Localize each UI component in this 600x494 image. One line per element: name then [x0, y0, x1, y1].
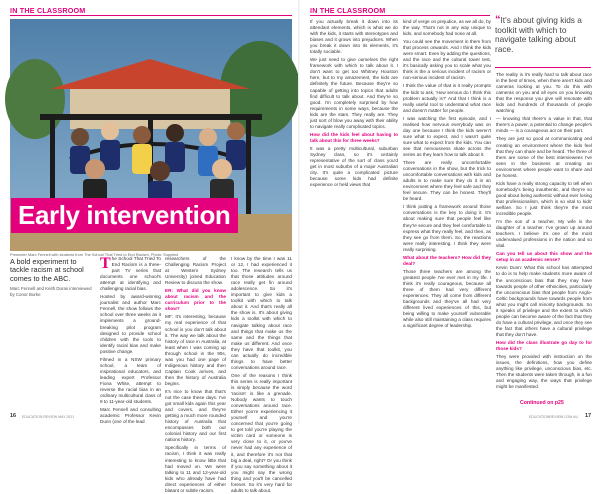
section-label-left: IN THE CLASSROOM: [10, 6, 86, 15]
paragraph-text: How did the class illustrate go day to for those kids?: [496, 339, 592, 352]
paragraph-text: I think putting a framework around those conversations is the key to doing it. It's about making sure that people feel like they're secure and they feel comfortable to express what they really feel, and then, as they see go from them. So, the reactions were really interesting. I think they were really surprising.: [403, 204, 491, 252]
article-paragraph: [496, 181, 592, 217]
paragraph-text: Kevin Dunn: What this school has attempted to do is to help make students more aware of the unconscious bias that they may have towards people of other ethnicities, particularly the unconscious bias that people from Anglo-Celtic backgrounds have towards people from what you might call minority backgrounds. So it speaks of privilege and the extent to which people can become aware of the fact that they do have a cultural privilege, and once they see the fact that others have a cultural privilege that they don't have.: [496, 265, 592, 337]
article-column-3: [231, 256, 292, 493]
article-paragraph: [403, 116, 491, 158]
paragraph-text: They were provided with instruction on the issues, the definitions, how you define anything like privilege, unconscious bias, etc. Then the students were taken through, in a fun and engaging way, the ways that privilege might be manifested.: [496, 354, 592, 390]
headline-box: [11, 198, 238, 233]
article-paragraph: [231, 373, 292, 494]
article-paragraph: [165, 314, 226, 387]
article-paragraph: [403, 160, 491, 202]
quote-mark-icon: “: [495, 14, 501, 26]
paragraph-text: Can you tell us about this show and the setup in an academic sense?: [496, 251, 592, 263]
article-paragraph: [100, 407, 161, 425]
paragraph-text: kind of verge on prejudice, as we all do, by the way. That's not in any way unique to kids, and somebody had none at all.: [403, 19, 491, 37]
article-column-6: [496, 72, 592, 400]
paragraph-text: ER: What did you know about racism and the curriculum prior to the show?: [165, 288, 226, 312]
paragraph-text: It was a pretty multicultural, suburban Sydney class, so it's certainly representative of the sort of class you'd get in most suburbs of a major Australian city. It's quite a complicated picture because some kids had definite experience or held views that: [310, 145, 398, 188]
interview-question: [496, 251, 592, 263]
headline: Early intervention: [18, 200, 231, 230]
article-paragraph: [496, 136, 592, 178]
pull-quote: [495, 16, 593, 54]
article-paragraph: [165, 389, 226, 443]
paragraph-text: You could see the movement in them from that process onwards. And I think the kids were smart. Even by adding the questions, and the race and the cultural tower test, it's basically asking you to scale what you think is the a serious incident of racism or non-serious incident of racism.: [403, 39, 491, 81]
header-rule-left: [10, 15, 292, 16]
article-column-1: [100, 255, 161, 425]
paragraph-text: They are just so good at communicating and creating an environment where the kids feel that they can share and be heard. The three of them are some of the best interviewees I've seen in the business at creating an environment where people want to share and be honest.: [496, 136, 592, 178]
paragraph-text: The reality is it's really hard to talk about race in the best of times, when there aren't kids and cameras looking at you. To do this with cameras on you and all eyes on you knowing that the response you give will resonate with kids and hundreds of thousands of people watching: [496, 72, 592, 114]
left-page: [0, 0, 300, 493]
paragraph-text: I'm the son of a teacher. My wife is the daughter of a teacher. I've grown up around teachers. I believe it's one of the most undervalued professions in the nation and so vital.: [496, 219, 592, 249]
paragraph-text: How did the kids feel about having to talk about this for three weeks?: [310, 131, 398, 143]
article-paragraph: [496, 354, 592, 390]
paragraph-text: I know by the time I was 11 or 12, I had experienced it too. The research tells us that those attitudes around race really get fin around adolescence. So it's important to give kids a toolkit with which to talk about it. And that's really all the show is. It's about giving kids a toolkit with which to navigate talking about race and things that make us the same and the things that make us different. And once they have that toolkit, you can actually do incredible things to have better conversations around race.: [231, 256, 292, 370]
continued-note: Continued on p25: [520, 400, 564, 406]
article-paragraph: [100, 357, 161, 405]
byline: Marc Fennell and Keith Duras interviewed by Conor Burke: [10, 286, 92, 297]
interview-question: [496, 340, 592, 352]
paragraph-text: MF: It's interesting, because my real experience of that school is you don't talk about it. The way we talk about the history of race in Australia, at least when I was coming up through school in the 90s, was you had one page of Indigenous history and then Captain Cook arrives, and then the history of Australia begins.: [165, 314, 226, 386]
interview-question: [310, 132, 398, 144]
photo-caption: Presenter Marc Fennell with students from The School That Tried to End Racism. Photo: Supplied: [10, 252, 179, 257]
article-paragraph: [165, 256, 226, 286]
article-paragraph: [403, 39, 491, 81]
article-paragraph: [100, 256, 161, 292]
paragraph-text: One of the reasons I think this series is really important is simply because the word 'racism' is like a grenade. Nobody wants to touch conversations around race. Either you're experiencing it yourself and you're concerned that you're going to get told you're playing the victim card or someone is very close to it, or you've never had any experience of it, and therefore it's not that big a deal, right? Or you think if you say something about it you might say the wrong thing and you'll be cancelled forever. So it's very hard for adults to talk about.: [231, 372, 292, 493]
article-paragraph: [496, 219, 592, 249]
paragraph-text: Filmed in a NSW primary school, a team of inspirational educators, and leading expert Professor Fiona White, attempt to reverse the racial bias in an ordinary multicultural class of 9 to 11-year-old students.: [100, 356, 161, 405]
paragraph-text: — knowing that there's a value in that, that there's a power, a potential to change people's minds — is a courageous act on their part.: [496, 116, 592, 134]
article-paragraph: [403, 204, 491, 252]
footer-right: EDUCATIONREVIEW.COM.AU: [529, 415, 578, 419]
paragraph-text: It's nice to know that that's not the case these days. I've got small kids again this year and covers, and they're getting a much more rounded history of Australia that encompasses both our colonial history and our first nations history.: [165, 388, 226, 443]
standfirst: A bold experiment to tackle racism at school comes to the ABC.: [10, 257, 84, 283]
article-paragraph: [496, 72, 592, 114]
article-column-5: [403, 19, 491, 411]
header-rule-right: [310, 15, 490, 16]
page-number-left: 16: [10, 413, 17, 419]
intro-block: [10, 258, 95, 297]
paragraph-text: he School That Tried To End Racism is a three-part TV series that documents one school's attempt at identifying and challenging racial bias.: [100, 256, 161, 292]
article-paragraph: [496, 116, 592, 134]
pull-quote-text: It's about giving kids a toolkit with which to navigate talking about race.: [495, 15, 582, 54]
footer-left: EDUCATION REVIEW MAY 2021: [22, 415, 75, 419]
paragraph-text: Hosted by award-winning journalist and author Marc Fennell, the show follows the school over three weeks as it implements a ground-breaking pilot program designed to provide school children with the tools to identify racial bias and make positive change.: [100, 294, 161, 354]
pull-quote-rule: [495, 67, 591, 68]
article-paragraph: [403, 269, 491, 329]
interview-question: [403, 255, 491, 267]
paragraph-text: We just need to give ourselves the right framework with which to talk about it. I don't want to get too Whitney Houston here, but to my amazement, the kids are definitely the future. Because they're so capable of getting into topics that adults find difficult to talk about. And they're so good. I'm completely surprised by how requirements in some ways, because the kids are the stars. They really are. They just sort of blow you away with their ability to navigate really complicated topics.: [310, 57, 398, 129]
paragraph-text: Marc Fennell and consulting academic Professor Kevin Dunn (one of the lead: [100, 407, 161, 425]
article-paragraph: [310, 19, 398, 55]
paragraph-text: Kids have a really strong capacity to tell when somebody's being inauthentic, and they're so good about being authentic without ever losing that professionalism, which is so vital to kids' welfare. So I just think they're the most incredible people.: [496, 180, 592, 217]
paragraph-text: I was watching the first episode, and I realised how nervous everybody was on day one because I think the kids weren't sure what to expect, and I wasn't quite sure what to expect from the kids. You can see that nervousness skate across the series as they learn how to talk about it.: [403, 115, 491, 157]
drop-cap: T: [100, 255, 111, 272]
paragraph-text: There are really uncomfortable conversations in the show, but the trick to uncomfortable conversations with kids and adults is to make sure they do it in an environment where they feel safe and they feel secure. They can be honest. They'll be heard.: [403, 160, 491, 202]
article-paragraph: [496, 265, 592, 338]
paragraph-text: What about the teachers? How did they deal?: [403, 254, 491, 266]
article-column-4: [310, 19, 398, 411]
paragraph-text: Specifically in terms of racism, I think it was really interesting to know little that had moved on. We were talking to 11 and 12-year-old kids who already have had direct experiences of either blatant or subtle racism.: [165, 445, 226, 493]
page-number-right: 17: [585, 413, 592, 419]
interview-question: [165, 288, 226, 312]
section-label-right: IN THE CLASSROOM: [310, 6, 386, 15]
article-paragraph: [403, 83, 491, 113]
paragraph-text: Those three teachers are among the greatest people I've ever met in my life. I think it's really courageous, because all three of them had very different experiences. They all come from different backgrounds and they've all had very different lived experiences of this, but being willing to make yourself vulnerable while also still maintaining a class requires a significant degree of leadership.: [403, 268, 491, 329]
paragraph-text: If you actually break it down into its attendant elements, which is what we do with the kids, it starts with stereotypes and biases and it grows into prejudices. When you break it down into its elements, it's totally sociable.: [310, 19, 398, 55]
article-column-2: [165, 256, 226, 493]
article-paragraph: [165, 445, 226, 493]
article-paragraph: [310, 146, 398, 188]
article-paragraph: [100, 294, 161, 354]
article-paragraph: [310, 57, 398, 130]
paragraph-text: researchers of the Challenging Racism Project at Western Sydney University) joined Education Review to discuss the show.: [165, 256, 226, 286]
paragraph-text: I think the value of that is it really prompts the kids to ask, 'How serious do I think this problem actually is?' And that I think is a really useful tool to understand what race and doesn't matter for people.: [403, 83, 491, 113]
article-paragraph: [231, 256, 292, 371]
article-paragraph: [403, 19, 491, 37]
